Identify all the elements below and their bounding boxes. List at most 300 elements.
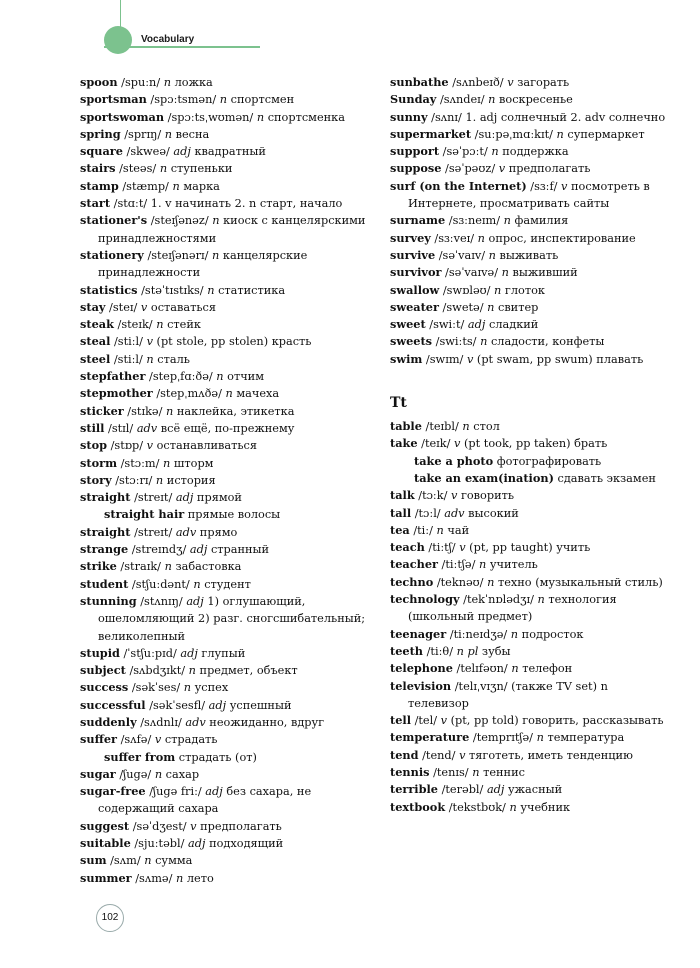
- entry-headword: table: [390, 419, 422, 434]
- entry-part-of-speech: adv: [444, 506, 465, 520]
- entry-headword: tennis: [390, 764, 430, 779]
- entry-headword: stationer's: [80, 213, 148, 228]
- vocab-entry: [390, 591, 672, 626]
- entry-headword: strange: [80, 542, 129, 557]
- subentry-translation: фотографировать: [493, 454, 602, 468]
- vocab-entry: [80, 437, 372, 454]
- entry-translation: подросток: [518, 627, 584, 641]
- entry-part-of-speech: n: [216, 370, 224, 384]
- entry-headword: sugar-free: [80, 784, 146, 799]
- entry-headword: Sunday: [390, 92, 437, 107]
- entry-pronunciation: /streɪt/: [130, 491, 176, 505]
- entry-headword: teeth: [390, 643, 424, 658]
- entry-headword: terrible: [390, 782, 438, 797]
- entry-headword: subject: [80, 663, 126, 678]
- entry-pronunciation: /tekˈnɒlədʒɪ/: [459, 593, 538, 607]
- entry-translation: студент: [200, 577, 251, 591]
- entry-part-of-speech: v: [146, 439, 154, 453]
- vocab-entry: [80, 316, 372, 333]
- entry-translation: теннис: [479, 765, 525, 779]
- entry-pronunciation: /swɒləʊ/: [439, 283, 495, 297]
- entry-pronunciation: /spɔːtsmən/: [146, 93, 220, 107]
- entry-part-of-speech: n: [536, 731, 544, 745]
- entry-part-of-speech: v: [154, 733, 162, 747]
- entry-headword: suddenly: [80, 714, 137, 729]
- vocab-entry: [80, 576, 372, 593]
- entry-translation: выживать: [495, 248, 559, 262]
- entry-headword: surname: [390, 213, 446, 228]
- entry-pronunciation: /streɪt/: [130, 525, 176, 539]
- vocab-entry: [390, 643, 672, 660]
- entry-part-of-speech: n: [488, 93, 496, 107]
- entry-pronunciation: /swɪm/: [422, 352, 467, 366]
- entry-translation: лето: [183, 871, 214, 885]
- vocab-entry: [80, 524, 372, 541]
- vocab-entry: [390, 91, 672, 108]
- entry-pronunciation: /sɜːveɪ/: [430, 231, 478, 245]
- entry-headword: techno: [390, 574, 434, 589]
- entry-part-of-speech: adv: [175, 525, 197, 539]
- entry-translation: странный: [207, 543, 270, 557]
- entry-headword: still: [80, 420, 105, 435]
- entry-headword: swallow: [390, 282, 440, 297]
- entry-translation: прямой: [193, 491, 242, 505]
- page-number: 102: [96, 904, 124, 932]
- entry-translation: загорать: [513, 76, 570, 89]
- entry-pronunciation: /ʃugə friː/: [145, 785, 206, 799]
- entry-headword: supermarket: [390, 126, 472, 141]
- entry-part-of-speech: n: [472, 765, 480, 779]
- entry-headword: straight: [80, 490, 131, 505]
- entry-part-of-speech: n: [212, 248, 220, 262]
- entry-pronunciation: /sʌm/: [106, 854, 145, 868]
- vocab-entry: [390, 230, 672, 247]
- entry-pronunciation: /stɔːrɪ/: [111, 473, 156, 487]
- vocab-entry: [80, 299, 372, 316]
- entry-translation: статистика: [214, 283, 286, 297]
- entry-translation: 1. adj солнечный 2. adv солнечно: [465, 110, 666, 124]
- entry-pronunciation: /swiːts/: [432, 335, 481, 349]
- entry-translation: предмет, объект: [195, 664, 298, 678]
- entry-translation: успешный: [226, 698, 292, 712]
- entry-part-of-speech: v: [459, 748, 466, 762]
- entry-translation: (pt swam, pp swum) плавать: [473, 352, 644, 366]
- entry-headword: sum: [80, 853, 107, 868]
- vocab-entry: [80, 333, 372, 350]
- vocab-entry: [80, 455, 372, 472]
- entry-part-of-speech: n: [156, 318, 164, 332]
- entry-part-of-speech: n: [511, 662, 519, 676]
- vocab-entry: [390, 418, 672, 435]
- entry-part-of-speech: adj: [467, 318, 486, 332]
- vocab-entry: [80, 852, 372, 869]
- entry-part-of-speech: adj: [188, 837, 206, 851]
- entry-part-of-speech: n: [144, 854, 152, 868]
- entry-headword: sweater: [390, 299, 439, 314]
- entry-pronunciation: /steɪk/: [113, 318, 157, 332]
- entry-pronunciation: /sʌfə/: [117, 733, 155, 747]
- entry-part-of-speech: v: [466, 352, 474, 366]
- entry-part-of-speech: v: [454, 437, 461, 451]
- entry-translation: чай: [443, 523, 470, 537]
- entry-part-of-speech: n: [164, 127, 173, 141]
- entry-part-of-speech: adj: [175, 491, 194, 505]
- vocab-entry: [390, 574, 672, 591]
- entry-part-of-speech: n: [556, 127, 564, 141]
- entry-headword: spring: [80, 126, 121, 141]
- entry-headword: summer: [80, 870, 132, 885]
- entry-headword: teenager: [390, 626, 447, 641]
- entry-part-of-speech: n: [537, 593, 545, 607]
- entry-headword: survivor: [390, 265, 442, 280]
- vocab-entry: [390, 299, 672, 316]
- entry-part-of-speech: v: [146, 335, 153, 349]
- entry-translation: предполагать: [505, 162, 591, 176]
- entry-headword: temperature: [390, 730, 470, 745]
- entry-translation: говорить: [457, 489, 515, 503]
- entry-part-of-speech: adj: [186, 594, 204, 608]
- entry-translation: стейк: [163, 318, 201, 332]
- entry-pronunciation: /stəˈtɪstɪks/: [137, 283, 208, 297]
- entry-translation: всё ещё, по-прежнему: [157, 421, 295, 435]
- entry-part-of-speech: n: [225, 387, 233, 401]
- header-underline: [104, 46, 260, 48]
- vocab-entry: [390, 487, 672, 504]
- entry-headword: suitable: [80, 836, 131, 851]
- vocab-entry: [390, 435, 672, 452]
- entry-headword: sugar: [80, 766, 116, 781]
- entry-translation: неожиданно, вдруг: [205, 715, 325, 729]
- vocab-entry: [80, 593, 372, 645]
- entry-part-of-speech: n: [494, 283, 502, 297]
- entry-part-of-speech: adj: [180, 646, 198, 660]
- vocab-entry: [390, 539, 672, 556]
- entry-pronunciation: /stɔːm/: [117, 456, 164, 470]
- vocab-entry: [390, 264, 672, 281]
- entry-headword: stop: [80, 438, 108, 453]
- entry-pronunciation: /sʌmə/: [131, 871, 176, 885]
- entry-headword: story: [80, 472, 112, 487]
- vocab-entry: [390, 143, 672, 160]
- vocab-entry: [80, 247, 372, 282]
- entry-part-of-speech: n: [509, 800, 517, 814]
- entry-pronunciation: /səkˈsesfl/: [145, 698, 209, 712]
- entry-headword: straight: [80, 524, 131, 539]
- entry-headword: survive: [390, 247, 436, 262]
- entry-headword: television: [390, 678, 452, 693]
- entry-part-of-speech: adj: [486, 783, 505, 797]
- entry-pronunciation: /stiːl/: [110, 335, 147, 349]
- entry-headword: statistics: [80, 282, 138, 297]
- entry-pronunciation: /səˈpɔːt/: [439, 145, 492, 159]
- entry-pronunciation: /tɔːk/: [414, 489, 451, 503]
- entry-headword: sunny: [390, 109, 428, 124]
- entry-translation: предполагать: [196, 819, 282, 833]
- entry-translation: наклейка, этикетка: [173, 404, 295, 418]
- entry-translation: учебник: [516, 800, 571, 814]
- entry-pronunciation: /sʌnɪ/: [427, 110, 466, 124]
- vocab-entry: [390, 282, 672, 299]
- entry-translation: успех: [191, 681, 229, 695]
- entry-translation: глоток: [501, 283, 545, 297]
- entry-translation: стол: [469, 420, 500, 434]
- subentry-translation: страдать (от): [175, 750, 257, 764]
- entry-headword: support: [390, 144, 440, 159]
- entry-part-of-speech: n: [183, 681, 192, 695]
- vocab-entry: [80, 403, 372, 420]
- entry-translation: тяготеть, иметь тенденцию: [465, 748, 633, 762]
- entry-pronunciation: /tiːθ/: [423, 644, 457, 658]
- entry-translation: (pt, pp taught) учить: [465, 541, 591, 555]
- entry-headword: suppose: [390, 161, 442, 176]
- entry-pronunciation: /swiːt/: [425, 318, 468, 332]
- vocab-entry: [80, 645, 372, 662]
- entry-part-of-speech: v: [440, 714, 448, 728]
- vocab-entry: [80, 489, 372, 506]
- vocab-entry: [390, 333, 672, 350]
- entry-pronunciation: /skweə/: [122, 145, 174, 159]
- entry-pronunciation: /stɒp/: [107, 439, 147, 453]
- entry-pronunciation: /stæmp/: [118, 179, 173, 193]
- entry-part-of-speech: n: [155, 473, 164, 487]
- vocab-entry: [80, 558, 372, 575]
- entry-headword: talk: [390, 488, 415, 503]
- entry-headword: sunbathe: [390, 75, 449, 89]
- entry-pronunciation: /tɔːl/: [411, 506, 445, 520]
- entry-translation: высокий: [464, 506, 519, 520]
- entry-translation: спортсмен: [227, 93, 295, 107]
- vocab-entry: [390, 247, 672, 264]
- vocab-subentry: [80, 506, 372, 523]
- vocab-entry: [80, 662, 372, 679]
- entry-translation: история: [163, 473, 216, 487]
- vocab-entry: [80, 783, 372, 818]
- entry-part-of-speech: n: [462, 420, 470, 434]
- entry-part-of-speech: v: [190, 819, 197, 833]
- vocab-entry: [80, 679, 372, 696]
- vocab-entry: [80, 109, 372, 126]
- entry-pronunciation: /tiːneɪdʒə/: [446, 627, 511, 641]
- entry-translation: выживший: [508, 266, 578, 280]
- entry-headword: stepmother: [80, 386, 153, 401]
- entry-part-of-speech: n: [256, 110, 265, 124]
- entry-part-of-speech: adj: [205, 785, 223, 799]
- entry-part-of-speech: n: [193, 577, 201, 591]
- entry-pronunciation: /stepˌmʌðə/: [152, 387, 226, 401]
- entry-part-of-speech: n: [219, 93, 228, 107]
- entry-part-of-speech: adj: [189, 543, 208, 557]
- vocab-entry: [390, 126, 672, 143]
- entry-headword: take: [390, 436, 418, 451]
- entry-headword: sweets: [390, 334, 433, 349]
- entry-part-of-speech: n: [207, 283, 215, 297]
- entry-pronunciation: /tiːtʃə/: [437, 558, 480, 572]
- entry-translation: ложка: [171, 76, 213, 89]
- header-circle-marker: [104, 26, 132, 54]
- vocab-entry: [80, 351, 372, 368]
- entry-headword: technology: [390, 592, 460, 607]
- entry-headword: tend: [390, 747, 419, 762]
- entry-part-of-speech: v: [561, 179, 568, 193]
- vocab-entry: [390, 351, 672, 368]
- entry-part-of-speech: n: [146, 352, 154, 366]
- entry-part-of-speech: n: [487, 300, 495, 314]
- entry-pronunciation: /səkˈses/: [128, 681, 184, 695]
- vocab-entry: [80, 160, 372, 177]
- vocab-entry: [80, 472, 372, 489]
- entry-part-of-speech: adj: [173, 145, 191, 159]
- entry-pronunciation: /tekstbʊk/: [445, 800, 510, 814]
- entry-headword: square: [80, 144, 123, 159]
- vocab-entry: [80, 178, 372, 195]
- entry-pronunciation: /telɪfəʊn/: [452, 662, 512, 676]
- entry-part-of-speech: v: [140, 300, 148, 314]
- entry-headword: telephone: [390, 661, 453, 676]
- entry-translation: мачеха: [232, 387, 280, 401]
- entry-part-of-speech: adv: [185, 715, 206, 729]
- entry-headword: success: [80, 680, 129, 695]
- entry-headword: strike: [80, 559, 117, 574]
- entry-pronunciation: /telɪˌvɪʒn/: [451, 679, 512, 693]
- entry-headword: steak: [80, 317, 114, 332]
- subentry-phrase: straight hair: [104, 507, 185, 522]
- vocab-entry: [80, 731, 372, 748]
- vocab-entry: [80, 212, 372, 247]
- entry-translation: опрос, инспектирование: [484, 231, 636, 245]
- entry-pronunciation: /stɪl/: [104, 421, 137, 435]
- entry-translation: телефон: [518, 662, 573, 676]
- entry-translation: температура: [543, 731, 625, 745]
- entry-headword: steel: [80, 351, 111, 366]
- entry-pronunciation: /stɪkə/: [123, 404, 166, 418]
- entry-headword: spoon: [80, 75, 118, 89]
- entry-headword: tell: [390, 713, 411, 728]
- entry-pronunciation: /ʃugə/: [115, 767, 155, 781]
- entry-headword: sticker: [80, 403, 124, 418]
- entry-translation: технология (школьный предмет): [408, 593, 617, 624]
- entry-pronunciation: /suːpəˌmɑːkɪt/: [471, 127, 557, 141]
- letter-section-heading: Tt: [390, 395, 407, 412]
- entry-pronunciation: /steəs/: [115, 162, 160, 176]
- vocab-entry: [80, 835, 372, 852]
- entry-headword: sportswoman: [80, 109, 165, 124]
- entry-headword: suggest: [80, 818, 130, 833]
- entry-pronunciation: /spuːn/: [117, 76, 164, 89]
- entry-headword: tea: [390, 522, 410, 537]
- entry-pronunciation: /sʌdnlɪ/: [136, 715, 186, 729]
- entry-part-of-speech: n: [510, 627, 519, 641]
- entry-translation: марка: [179, 179, 220, 193]
- entry-translation: глупый: [197, 646, 246, 660]
- entry-translation: страдать: [161, 733, 218, 747]
- entry-part-of-speech: n: [154, 767, 163, 781]
- vocab-entry: [390, 626, 672, 643]
- entry-headword: student: [80, 576, 129, 591]
- entry-part-of-speech: n: [491, 145, 499, 159]
- entry-translation: 1. v начинать 2. n старт, начало: [150, 197, 343, 211]
- entry-pronunciation: /sʌnbeɪð/: [448, 76, 508, 89]
- entry-pronunciation: /teɪbl/: [421, 420, 463, 434]
- entry-headword: successful: [80, 697, 146, 712]
- entry-part-of-speech: n: [188, 664, 196, 678]
- entry-translation: свитер: [494, 300, 539, 314]
- entry-part-of-speech: n: [163, 76, 172, 89]
- entry-headword: start: [80, 196, 111, 211]
- entry-pronunciation: /sjuːtəbl/: [130, 837, 189, 851]
- entry-translation: фамилия: [510, 214, 569, 228]
- entry-headword: suffer: [80, 732, 117, 747]
- entry-headword: steal: [80, 334, 111, 349]
- entry-pronunciation: /tend/: [418, 748, 460, 762]
- vocab-subentry: [390, 470, 672, 487]
- vocab-entry: [80, 74, 372, 91]
- entry-part-of-speech: n pl: [456, 644, 479, 658]
- entry-part-of-speech: n: [159, 162, 168, 176]
- entry-pronunciation: /teknəʊ/: [433, 575, 488, 589]
- entry-headword: stunning: [80, 593, 137, 608]
- entry-translation: квадратный: [190, 145, 266, 159]
- entry-pronunciation: /teɪk/: [417, 437, 455, 451]
- entry-part-of-speech: n: [436, 523, 444, 537]
- entry-headword: swim: [390, 351, 423, 366]
- entry-pronunciation: /səˈvaɪvə/: [441, 266, 502, 280]
- entry-pronunciation: /stʌnɪŋ/: [136, 594, 187, 608]
- vocab-subentry: [80, 749, 372, 766]
- entry-pronunciation: /sʌndeɪ/: [436, 93, 489, 107]
- entry-headword: storm: [80, 455, 118, 470]
- entry-pronunciation: /ˈstʃuːpɪd/: [119, 646, 181, 660]
- page-section-title: Vocabulary: [141, 34, 195, 45]
- entry-pronunciation: /tenɪs/: [429, 765, 473, 779]
- vocab-entry: [390, 678, 672, 713]
- entry-pronunciation: /temprɪtʃə/: [469, 731, 537, 745]
- entry-headword: surf (on the Internet): [390, 178, 527, 193]
- entry-translation: канцелярские принадлежности: [98, 248, 308, 280]
- vocab-entry: [390, 712, 672, 729]
- vocab-entry: [80, 714, 372, 731]
- vocab-entry: [80, 766, 372, 783]
- entry-part-of-speech: n: [480, 335, 488, 349]
- vocab-entry: [80, 818, 372, 835]
- vocab-entry: [390, 212, 672, 229]
- entry-pronunciation: /spɔːtsˌwʊmən/: [164, 110, 257, 124]
- entry-translation: сталь: [153, 352, 190, 366]
- entry-translation: техно (музыкальный стиль): [494, 575, 663, 589]
- entry-part-of-speech: n: [477, 231, 485, 245]
- entry-part-of-speech: n: [488, 248, 496, 262]
- vocab-entry: [80, 282, 372, 299]
- entry-translation: подходящий: [205, 837, 284, 851]
- entry-translation: останавливаться: [153, 439, 257, 453]
- entry-pronunciation: /səˈpəʊz/: [441, 162, 499, 176]
- entry-translation: шторм: [170, 456, 214, 470]
- subentry-phrase: take a photo: [414, 453, 494, 468]
- vocab-entry: [80, 870, 372, 887]
- entry-translation: без сахара, не содержащий сахара: [98, 785, 312, 816]
- entry-translation: оставаться: [147, 300, 216, 314]
- entry-headword: stay: [80, 299, 106, 314]
- entry-translation: учитель: [486, 558, 538, 572]
- entry-headword: survey: [390, 230, 431, 245]
- entry-part-of-speech: n: [163, 456, 171, 470]
- entry-translation: (pt took, pp taken) брать: [460, 437, 608, 451]
- vocab-entry: [390, 522, 672, 539]
- vocab-entry: [390, 764, 672, 781]
- vocab-subentry: [390, 453, 672, 470]
- entry-pronunciation: /straɪk/: [116, 560, 165, 574]
- subentry-translation: прямые волосы: [184, 508, 281, 522]
- entry-part-of-speech: n: [172, 179, 180, 193]
